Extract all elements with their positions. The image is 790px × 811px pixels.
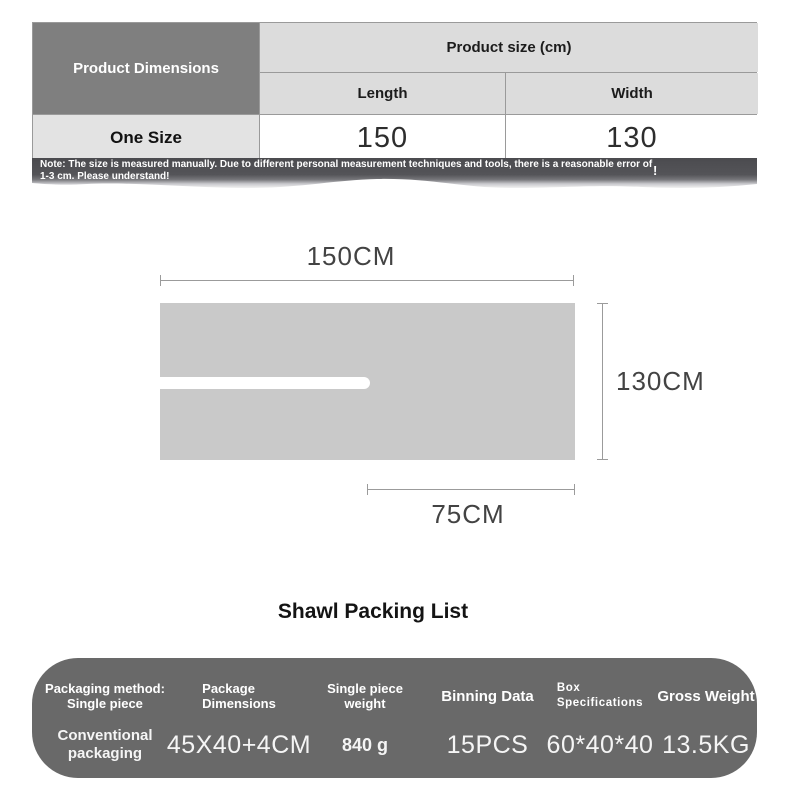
packing-value-box-specifications: 60*40*40 <box>546 730 654 759</box>
note-ribbon <box>32 158 757 192</box>
diagram-slit-dimension-line <box>367 489 575 490</box>
packing-header-box-line1: Box <box>556 682 581 694</box>
diagram-height-label: 130CM <box>616 366 705 396</box>
packing-header-box-specifications <box>545 658 655 720</box>
size-table-group-header: Product size (cm) <box>260 23 758 72</box>
note-text-line1: Note: The size is measured manually. Due to different personal measurement techniques and tools, there is a reasonable error of <box>40 159 653 170</box>
packing-list-title: Shawl Packing List <box>277 600 469 623</box>
packing-value-gross-weight: 13.5KG <box>662 730 750 759</box>
packing-header-weight-line1: Single piece <box>327 681 403 696</box>
note-text <box>40 159 680 182</box>
size-table-corner-header: Product Dimensions <box>33 23 259 114</box>
packing-header-binning-data: Binning Data <box>441 687 534 705</box>
size-table-width-value: 130 <box>506 115 758 161</box>
diagram-width-label: 150CM <box>306 241 396 271</box>
packing-value-method-line2: packaging <box>67 745 143 762</box>
packing-list-table <box>32 658 757 778</box>
size-table-row-label: One Size <box>33 115 259 161</box>
note-text-line2: 1-3 cm. Please understand! <box>40 170 170 182</box>
packing-header-method <box>32 658 178 720</box>
shawl-shape <box>160 303 575 460</box>
size-table-length-value: 150 <box>260 115 505 161</box>
diagram-width-dimension-line <box>160 280 574 281</box>
packing-header-method-line2: Single piece <box>67 696 143 711</box>
packing-header-package-line2: Dimensions <box>202 696 276 711</box>
packing-header-weight-line2: weight <box>344 696 386 711</box>
shawl-slit <box>160 377 370 389</box>
packing-header-method-line1: Packaging method: <box>45 681 165 696</box>
note-exclamation: ! <box>653 163 658 178</box>
packing-header-single-piece-weight <box>300 658 430 720</box>
size-table-col-width: Width <box>506 73 758 114</box>
packing-value-method <box>32 720 178 778</box>
packing-header-package-line1: Package <box>202 681 255 696</box>
packing-value-single-piece-weight: 840 g <box>341 734 389 755</box>
packing-value-package-dimensions: 45X40+4CM <box>166 730 312 759</box>
packing-header-box-line2: Specifications <box>556 697 644 709</box>
diagram-height-dimension-line <box>602 303 603 460</box>
size-table <box>32 22 757 158</box>
packing-header-package-dimensions <box>178 658 300 720</box>
packing-value-binning-data: 15PCS <box>446 730 529 759</box>
packing-value-method-line1: Conventional <box>57 727 153 744</box>
size-table-col-length: Length <box>260 73 505 114</box>
packing-header-gross-weight: Gross Weight <box>657 687 755 705</box>
diagram-slit-label: 75CM <box>431 499 505 529</box>
